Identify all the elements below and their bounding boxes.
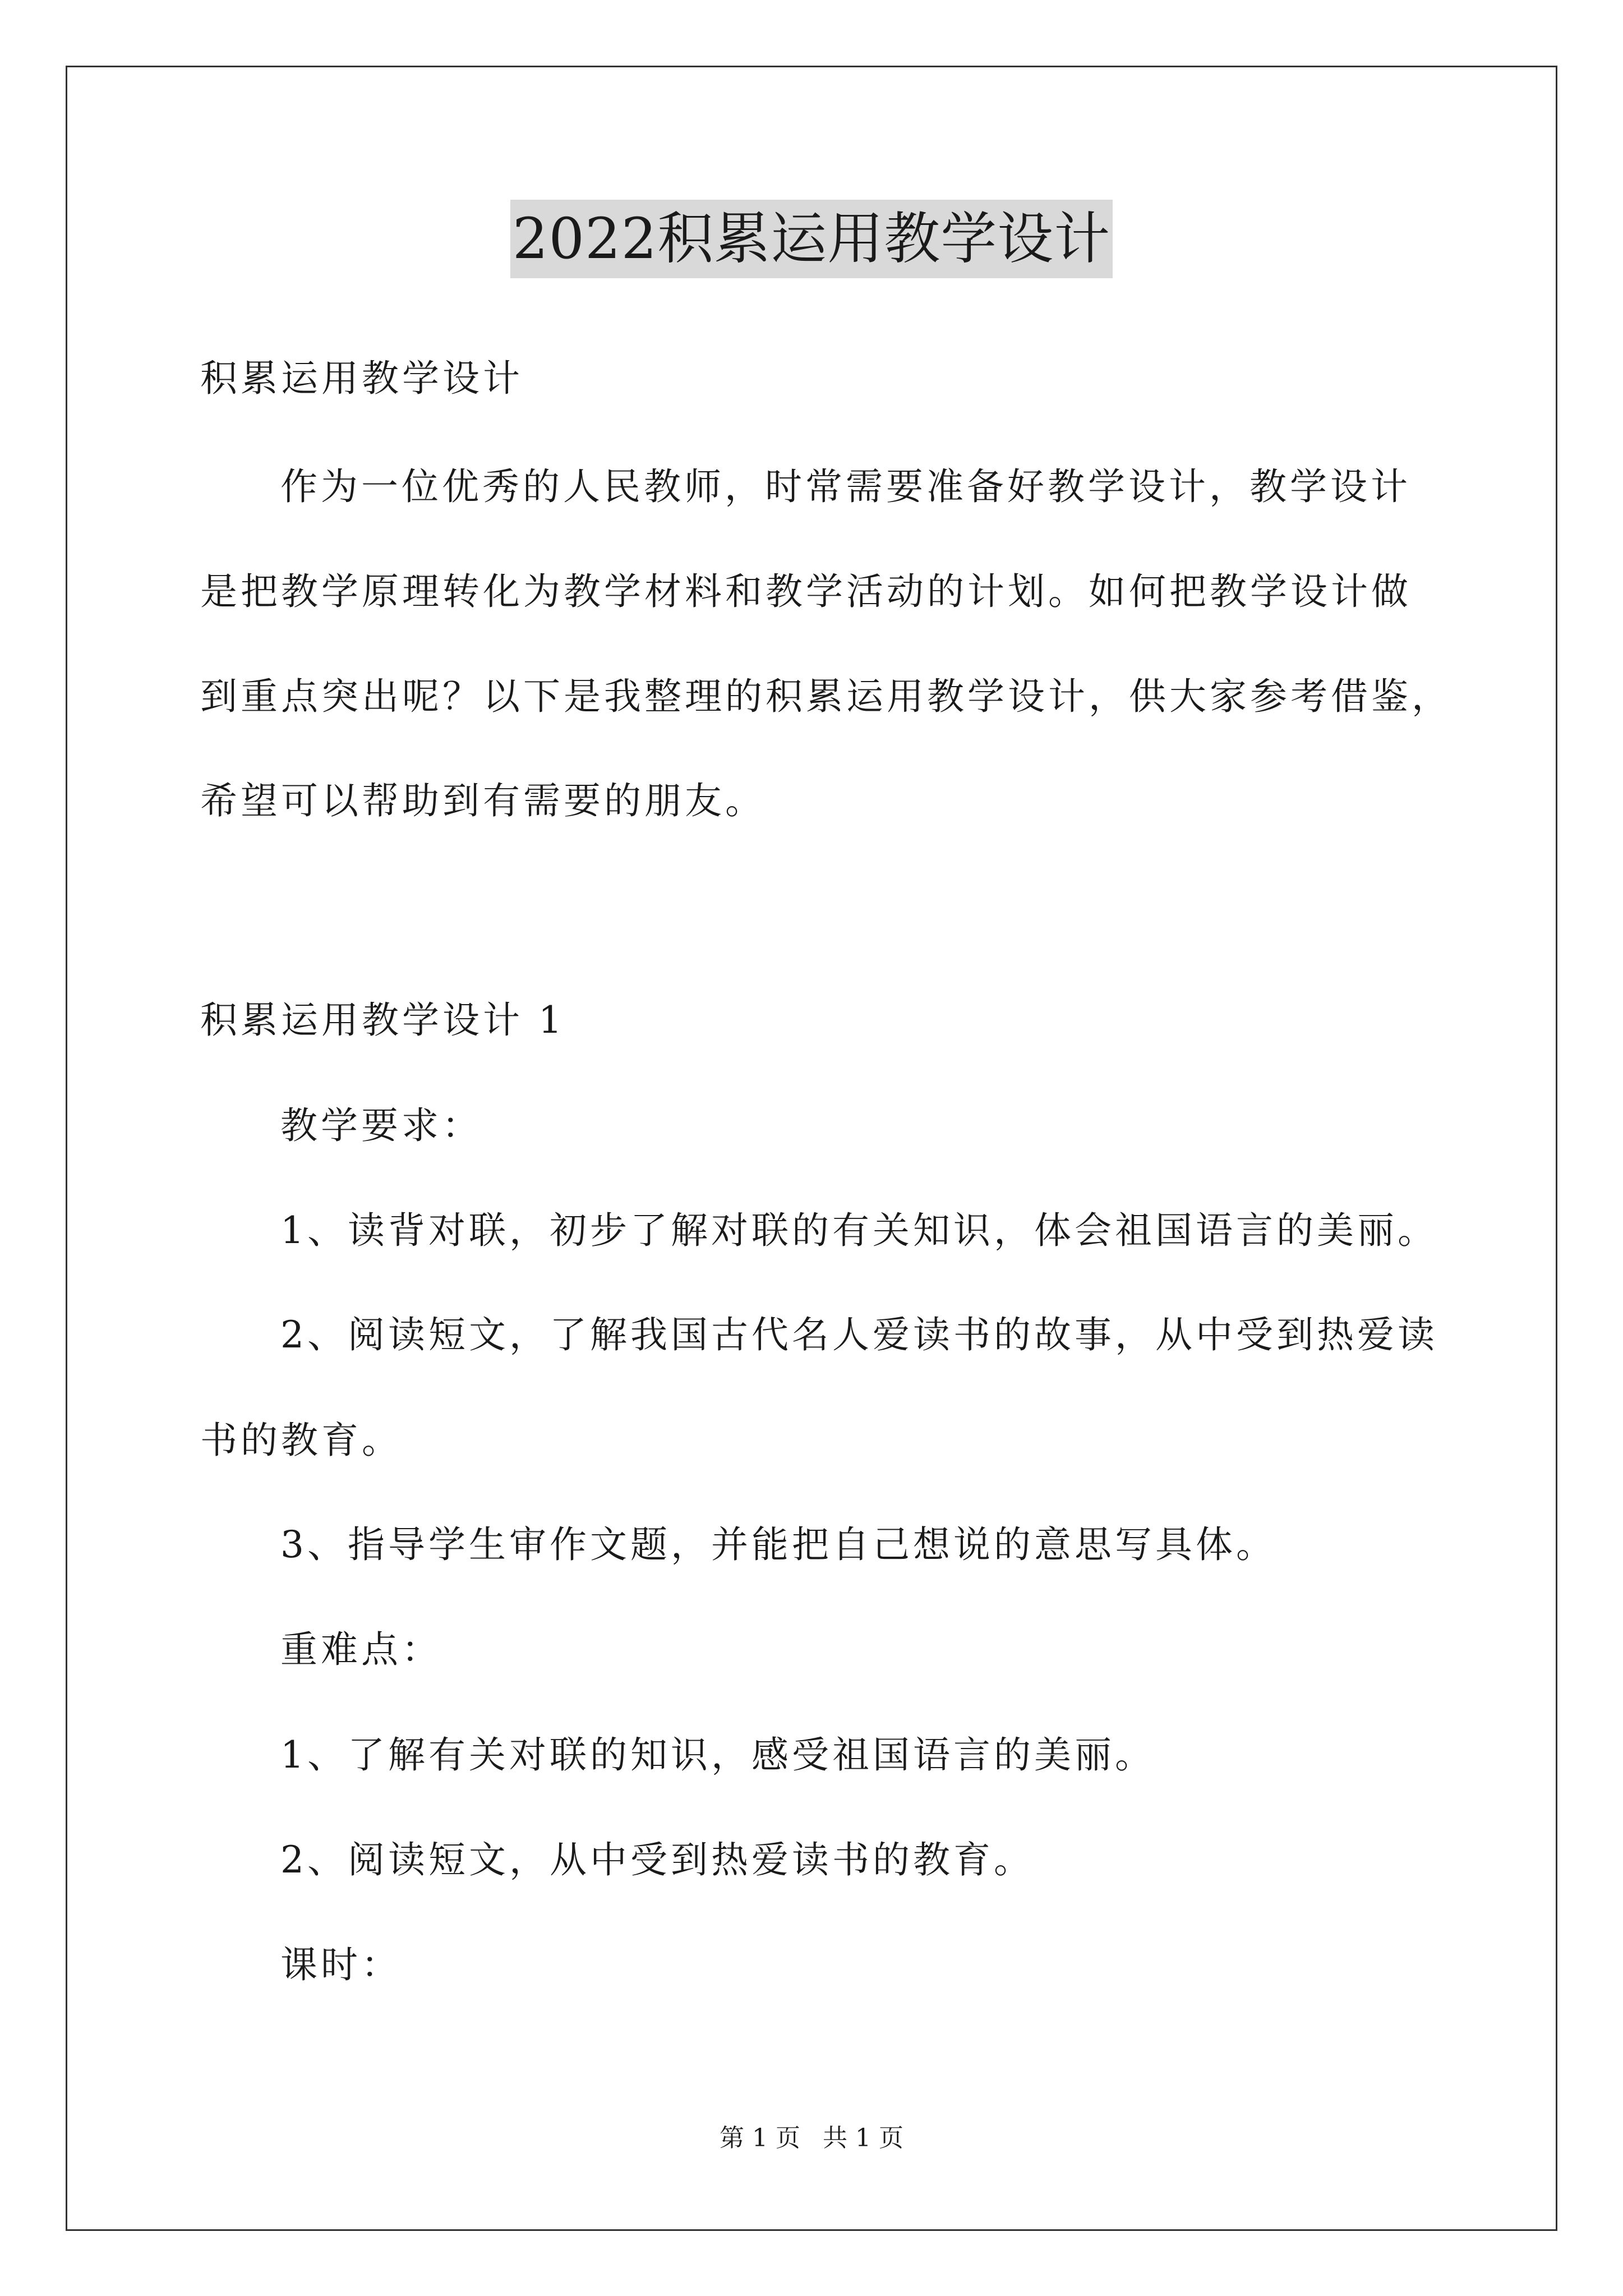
intro-line-2: 是把教学原理转化为教学材料和教学活动的计划。如何把教学设计做 xyxy=(200,570,1412,613)
intro-line-3: 到重点突出呢？以下是我整理的积累运用教学设计，供大家参考借鉴， xyxy=(200,675,1452,718)
page-number-total: 共 1 页 xyxy=(823,2124,903,2152)
requirement-3: 3、指导学生审作文题，并能把自己想说的意思写具体。 xyxy=(280,1523,1276,1566)
key-point-2: 2、阅读短文，从中受到热爱读书的教育。 xyxy=(280,1838,1034,1881)
requirements-heading: 教学要求： xyxy=(280,1104,482,1147)
intro-line-1: 作为一位优秀的人民教师，时常需要准备好教学设计，教学设计 xyxy=(280,465,1411,508)
intro-line-4: 希望可以帮助到有需要的朋友。 xyxy=(200,779,766,822)
lesson-time-heading: 课时： xyxy=(280,1943,402,1986)
requirement-1: 1、读背对联，初步了解对联的有关知识，体会祖国语言的美丽。 xyxy=(280,1209,1438,1252)
document-subtitle: 积累运用教学设计 xyxy=(200,357,523,400)
requirement-2-line-1: 2、阅读短文，了解我国古代名人爱读书的故事，从中受到热爱读 xyxy=(280,1313,1438,1356)
title-container xyxy=(0,200,1623,278)
page-footer xyxy=(0,2122,1623,2155)
key-points-heading: 重难点： xyxy=(280,1628,442,1671)
page-number-current: 第 1 页 xyxy=(720,2124,800,2152)
requirement-2-line-2: 书的教育。 xyxy=(200,1419,402,1462)
section-heading: 积累运用教学设计 1 xyxy=(200,999,565,1042)
key-point-1: 1、了解有关对联的知识，感受祖国语言的美丽。 xyxy=(280,1733,1155,1777)
document-title: 2022积累运用教学设计 xyxy=(510,200,1113,278)
